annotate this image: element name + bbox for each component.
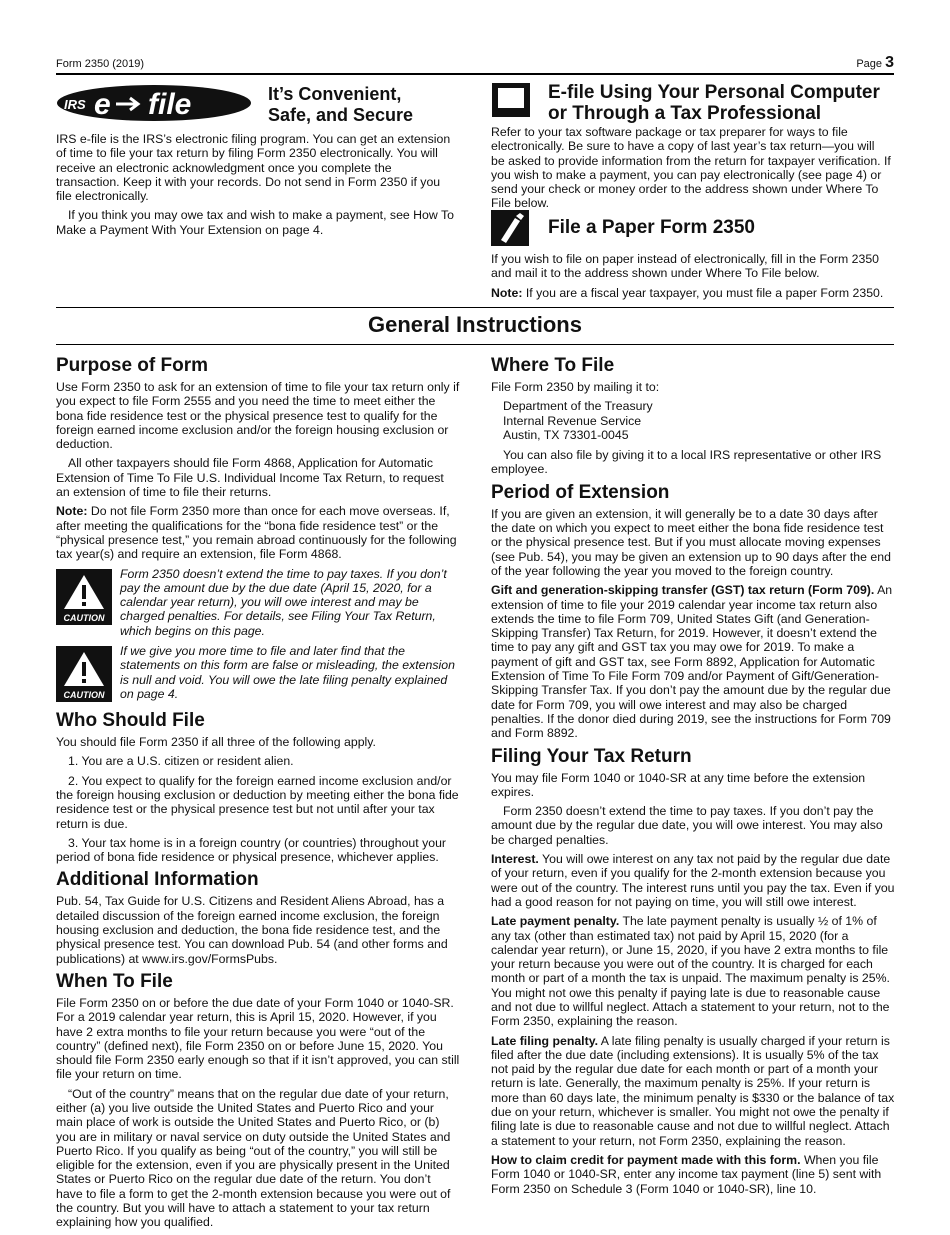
late-file-text: A late filing penalty is usually charged if your return is filed after the due date (including extensions). It is usually 5% of the tax not paid by the regular due date for each month or part of a month your return is late. Generally, the maximum penalty is 25%. If your return is more than 60 days late, the minimum penalty is $330 or the balance of tax due on your return, whichever is smaller. You might not owe the penalty if filing late is due to reasonable cause and not due to willful neglect. Attach a statement to your return, not Form 2350, explaining the reason. xyxy=(491,1033,895,1148)
top-rule xyxy=(56,73,894,75)
additional-heading: Additional Information xyxy=(56,869,259,891)
computer-heading-line2: or Through a Tax Professional xyxy=(548,103,822,124)
additional-para: Pub. 54, Tax Guide for U.S. Citizens and Resident Aliens Abroad, has a detailed discussion of the foreign earned income exclusion, the foreign housing exclusion and deduction, the bona fide residence test, and the physical presence test. You can download Pub. 54 (and other forms and publications) at www.irs.gov/FormsPubs. xyxy=(56,894,448,966)
filing-late-pay xyxy=(491,914,895,1028)
who-heading: Who Should File xyxy=(56,710,205,732)
caution-icon xyxy=(56,646,112,702)
filing-heading: Filing Your Tax Return xyxy=(491,745,692,767)
paper-para: If you wish to file on paper instead of electronically, fill in the Form 2350 and mail it to the address shown under Where To File below. xyxy=(491,252,880,281)
general-instructions-title: General Instructions xyxy=(368,312,582,337)
paper-note-text: If you are a fiscal year taxpayer, you must file a paper Form 2350. xyxy=(525,285,884,300)
computer-text xyxy=(491,125,891,216)
page-number xyxy=(856,54,894,72)
address-line-2: Internal Revenue Service xyxy=(503,413,642,428)
filing-p2: Form 2350 doesn’t extend the time to pay taxes. If you don’t pay the amount due by the regular due date, you will owe interest. You may also be charged penalties. xyxy=(491,804,883,847)
svg-text:file: file xyxy=(148,88,192,121)
paper-note-label: Note: xyxy=(491,285,523,300)
paper-note xyxy=(491,286,893,300)
pen-icon xyxy=(491,210,529,246)
period-heading: Period of Extension xyxy=(491,481,670,503)
where-intro: File Form 2350 by mailing it to: xyxy=(491,380,660,394)
computer-para: Refer to your tax software package or tax preparer for ways to file electronically. Be sure to have a copy of last year’s tax return—you will be asked to provide information from the return for taxpayer verification. If you wish to make a payment, you can pay electronically (see page 4) or send your check or money order to the address shown under Where To File below. xyxy=(491,125,891,211)
purpose-p1: Use Form 2350 to ask for an extension of time to file your tax return only if you expect to file Form 2555 and you need the time to meet either the bona fide residence test or the physical presence test to qualify for the foreign earned income exclusion and/or the foreign housing exclusion or deduction. xyxy=(56,380,460,452)
filing-interest xyxy=(491,852,895,909)
efile-heading xyxy=(268,84,413,126)
paper-heading: File a Paper Form 2350 xyxy=(548,217,755,238)
who-intro: You should file Form 2350 if all three of the following apply. xyxy=(56,735,376,750)
caution-word: CAUTION xyxy=(63,612,105,623)
who-item-3: 3. Your tax home is in a foreign country (or countries) throughout your period of bona fide residence or physical presence, whichever applies. xyxy=(56,835,446,865)
caution-box-2 xyxy=(56,644,460,704)
irs-efile-logo xyxy=(56,84,252,122)
efile-heading-line1: It’s Convenient, xyxy=(268,84,402,104)
where-heading: Where To File xyxy=(491,355,615,376)
interest-text: You will owe interest on any tax not paid by the regular due date of your return, even if you qualify for the 2-month extension because you were out of the country. The interest runs until you pay the tax. Even if you had a good reason for not paying on time, you will still owe interest. xyxy=(491,852,895,909)
mailing-address xyxy=(491,399,895,442)
paper-text xyxy=(491,252,893,305)
efile-heading-line2: Safe, and Secure xyxy=(268,105,414,125)
caution-word: CAUTION xyxy=(63,690,105,701)
efile-para1: IRS e-file is the IRS’s electronic filing program. You can get an extension of time to file your tax return by filing Form 2350 electronically. You will receive an electronic acknowledgment once you complete the transaction. Keep it with your records. Do not send in Form 2350 if you file electronically. xyxy=(56,132,451,204)
gst-label: Gift and generation-skipping transfer (GST) tax return (Form 709). xyxy=(491,583,875,598)
address-line-1: Department of the Treasury xyxy=(503,399,653,414)
when-p1: File Form 2350 on or before the due date of your Form 1040 or 1040-SR. For a 2019 calendar year return, this is April 15, 2020. However, if you have 2 extra months to file your return because you were “out of the country” (defined next), file Form 2350 on or before June 15, 2020. You should file Form 2350 early enough so that if it isn’t approved, you can still file your return on time. xyxy=(56,995,460,1082)
period-p1: If you are given an extension, it will generally be to a date 30 days after the date on which you expect to meet either the bona fide residence test or the physical presence test. But if you must allocate moving expenses (see Pub. 54), you may be given an extension up to 90 days after the end of the year following the year you moved to the foreign country. xyxy=(491,506,891,578)
purpose-note xyxy=(56,504,460,561)
claim-label: How to claim credit for payment made with this form. xyxy=(491,1152,801,1167)
interest-label: Interest. xyxy=(491,852,539,867)
caution-text-1: Form 2350 doesn’t extend the time to pay taxes. If you don’t pay the amount due by the due date (April 15, 2020, for a calendar year return), you will owe interest and may be charged penalties. For details, see Filing Your Tax Return, which begins on this page. xyxy=(120,566,447,638)
caution-icon xyxy=(56,569,112,625)
address-line-3: Austin, TX 73301-0045 xyxy=(503,427,629,442)
when-heading: When To File xyxy=(56,970,173,992)
caution-text-2: If we give you more time to file and later find that the statements on this form are false or misleading, the extension is null and void. You will owe the late filing penalty explained on page 4. xyxy=(120,644,455,701)
computer-heading-line1: E-file Using Your Personal Computer xyxy=(548,82,880,103)
right-column xyxy=(491,350,895,1201)
claim-text: When you file Form 1040 or 1040-SR, enter any income tax payment (line 5) sent with Form 2350 on Schedule 3 (Form 1040 or 1040-SR), line 10. xyxy=(491,1152,882,1196)
period-gst xyxy=(491,583,895,740)
computer-heading xyxy=(548,82,880,124)
late-file-label: Late filing penalty. xyxy=(491,1033,599,1048)
svg-text:e: e xyxy=(94,88,111,121)
where-para: You can also file by giving it to a local IRS representative or other IRS employee. xyxy=(491,448,882,477)
purpose-heading: Purpose of Form xyxy=(56,355,209,376)
purpose-note-text: Do not file Form 2350 more than once for each move overseas. If, after meeting the qualifications for the “bona fide residence test” or the “physical presence test,” you remain abroad continuously for the following tax year(s) and require an extension, file Form 4868. xyxy=(56,504,457,562)
left-column xyxy=(56,350,460,1235)
form-label: Form 2350 (2019) xyxy=(56,58,145,70)
purpose-p2: All other taxpayers should file Form 4868, Application for Automatic Extension of Time To File U.S. Individual Income Tax Return, to request an extension of time to file their returns. xyxy=(56,456,444,500)
who-item-2: 2. You expect to qualify for the foreign earned income exclusion and/or the foreign housing exclusion or deduction by meeting either the bona fide residence test or the physical presence test but not until after your tax return is due. xyxy=(56,773,459,831)
gst-text: An extension of time to file your 2019 calendar year income tax return also extends the time to file Form 709, United States Gift (and Generation-Skipping Transfer) Tax Return, for 2019. However, it doesn’t extend the time to pay any gift and GST tax you may owe for 2019. To make a payment of gift and GST tax, see Form 8892, Application for Automatic Extension of Time To File Form 709 and/or Payment of Gift/Generation-Skipping Transfer Tax. If you don’t pay the amount due by the regular due date for Form 709, you will owe interest and may also be charged penalties. If the donor died during 2019, see the instructions for Form 709 and Form 8892. xyxy=(491,583,893,741)
late-pay-label: Late payment penalty. xyxy=(491,914,620,929)
computer-icon xyxy=(491,82,531,118)
filing-claim xyxy=(491,1153,895,1196)
caution-box-1 xyxy=(56,567,460,638)
page-number-value: 3 xyxy=(885,54,894,71)
when-p2: “Out of the country” means that on the regular due date of your return, either (a) you live outside the United States and Puerto Rico and your main place of work is outside the United States and Puerto Rico, or (b) you are in military or naval service on duty outside the United States and Puerto Rico. If you qualify as being “out of the country,” you will still be eligible for the extension, even if you are physically present in the United States or Puerto Rico on the regular due date of the return. You don’t have to file a form to get the 2-month extension because you were out of the country. But you will have to attach a statement to your tax return explaining how you qualified. xyxy=(56,1086,451,1230)
page-label: Page xyxy=(856,58,883,70)
divider-lower xyxy=(56,344,894,345)
efile-text xyxy=(56,132,456,242)
who-item-1: 1. You are a U.S. citizen or resident alien. xyxy=(68,754,294,769)
svg-text:IRS: IRS xyxy=(64,97,86,112)
filing-late-file xyxy=(491,1034,895,1148)
filing-p1: You may file Form 1040 or 1040-SR at any time before the extension expires. xyxy=(491,770,866,799)
late-pay-text: The late payment penalty is usually ½ of 1% of any tax (other than estimated tax) not paid by April 15, 2020 (for a calendar year return), or June 15, 2020, if you have 2 extra months to file your return because you were out of the country. It is charged for each month or part of a month the tax is unpaid. The maximum penalty is 25%. You might not owe this penalty if paying late is due to reasonable cause and not due to willful neglect. Attach a statement to your return, not to the Form 2350, explaining the reason. xyxy=(491,914,890,1029)
purpose-note-label: Note: xyxy=(56,504,88,519)
divider-upper xyxy=(56,307,894,308)
efile-para2: If you think you may owe tax and wish to make a payment, see How To Make a Payment With Your Extension on page 4. xyxy=(56,208,454,237)
